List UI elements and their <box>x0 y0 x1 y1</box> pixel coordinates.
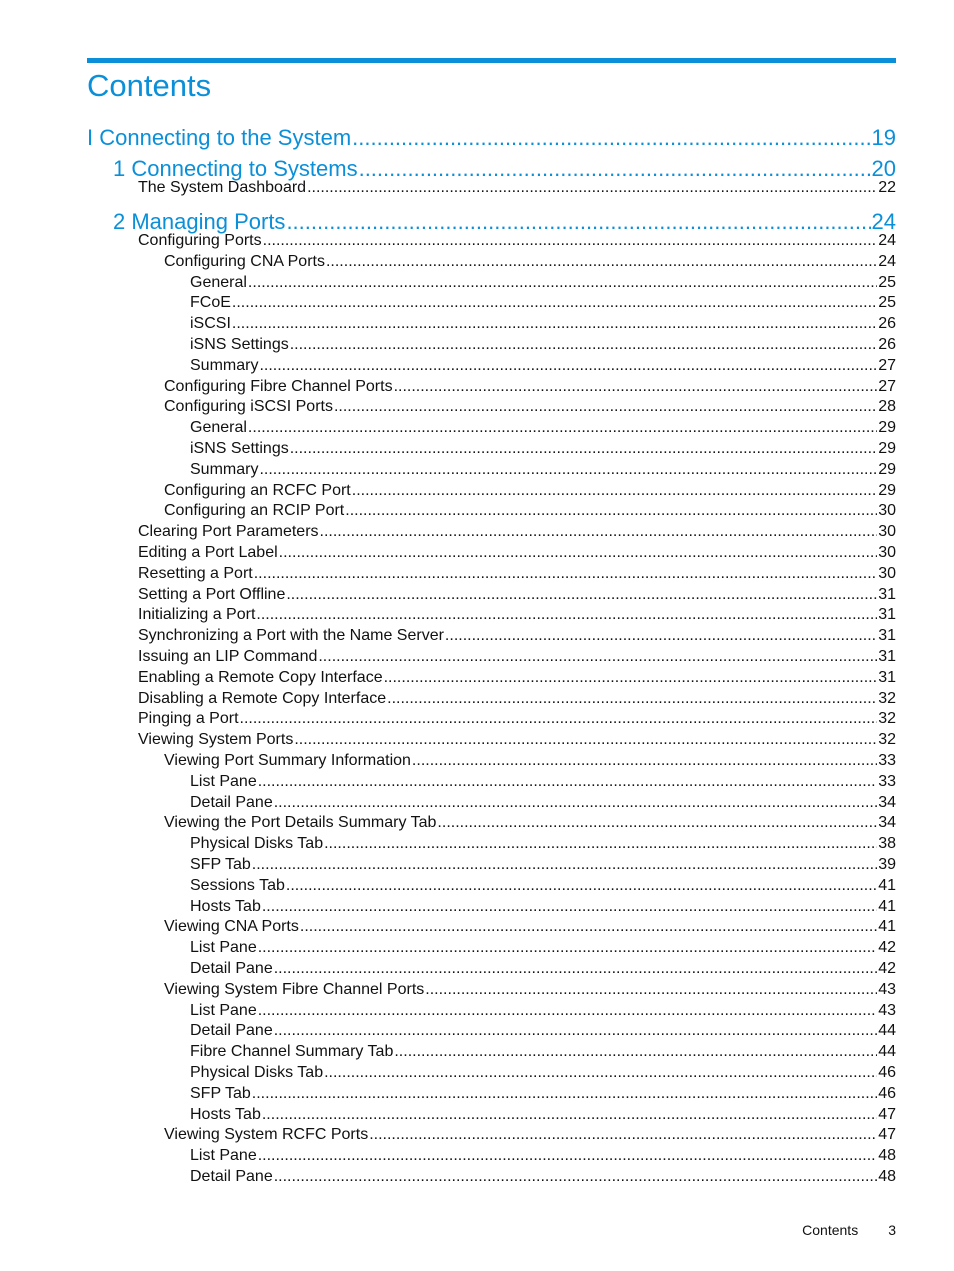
toc-entry[interactable] <box>164 751 896 771</box>
toc-entry-page: 27 <box>878 378 896 395</box>
toc-entry-page: 48 <box>878 1147 896 1164</box>
toc-entry-label: Physical Disks Tab <box>190 835 324 852</box>
toc-entry-label: Detail Pane <box>190 794 273 811</box>
toc-leader-dots <box>387 689 877 709</box>
toc-entry-label: Editing a Port Label <box>138 544 278 561</box>
toc-leader-dots <box>334 397 877 417</box>
toc-entry-label: Physical Disks Tab <box>190 1064 324 1081</box>
toc-entry-page: 26 <box>878 336 896 353</box>
toc-leader-dots <box>274 793 877 813</box>
toc-entry[interactable] <box>190 1021 896 1041</box>
toc-entry-label: Hosts Tab <box>190 898 261 915</box>
toc-leader-dots <box>318 647 877 667</box>
toc-entry-label: Viewing Port Summary Information <box>164 752 411 769</box>
toc-entry-page: 25 <box>878 294 896 311</box>
toc-entry[interactable] <box>164 377 896 397</box>
toc-leader-dots <box>263 231 878 251</box>
toc-entry-page: 20 <box>871 156 896 181</box>
toc-leader-dots <box>274 1167 877 1187</box>
toc-entry[interactable] <box>164 813 896 833</box>
toc-entry-page: 29 <box>878 419 896 436</box>
toc-entry-label: SFP Tab <box>190 856 251 873</box>
toc-entry-label: List Pane <box>190 773 257 790</box>
toc-leader-dots <box>324 1063 877 1083</box>
footer-label: Contents <box>802 1222 859 1238</box>
toc-leader-dots <box>262 1105 877 1125</box>
toc-entry-label: The System Dashboard <box>138 179 307 196</box>
toc-entry-label: Disabling a Remote Copy Interface <box>138 690 387 707</box>
toc-leader-dots <box>290 439 877 459</box>
toc-leader-dots <box>326 252 877 272</box>
toc-entry-page: 32 <box>878 690 896 707</box>
toc-entry-label: Viewing System RCFC Ports <box>164 1126 369 1143</box>
toc-entry-label: Viewing CNA Ports <box>164 918 299 935</box>
toc-entry-label: General <box>190 274 247 291</box>
toc-leader-dots <box>252 855 877 875</box>
toc-entry-label: I Connecting to the System <box>87 125 352 150</box>
toc-entry[interactable] <box>138 709 896 729</box>
toc-entry-page: 29 <box>878 461 896 478</box>
toc-entry[interactable] <box>138 605 896 625</box>
toc-entry-label: 1 Connecting to Systems <box>113 156 358 181</box>
toc-entry[interactable] <box>190 418 896 438</box>
toc-entry-page: 44 <box>878 1022 896 1039</box>
toc-entry-label: Detail Pane <box>190 960 273 977</box>
toc-entry[interactable] <box>164 980 896 1000</box>
toc-entry-page: 31 <box>878 627 896 644</box>
toc-entry-page: 43 <box>878 1002 896 1019</box>
toc-entry-page: 24 <box>871 209 896 234</box>
toc-entry[interactable] <box>164 1125 896 1145</box>
toc-entry[interactable] <box>138 178 896 198</box>
toc-leader-dots <box>274 1021 877 1041</box>
toc-entry[interactable] <box>138 626 896 646</box>
page-footer <box>802 1222 896 1238</box>
toc-leader-dots <box>240 709 878 729</box>
toc-entry[interactable] <box>190 1084 896 1104</box>
toc-entry-label: Viewing System Ports <box>138 731 294 748</box>
toc-entry-page: 30 <box>878 565 896 582</box>
toc-entry-page: 41 <box>878 918 896 935</box>
toc-entry-page: 42 <box>878 960 896 977</box>
toc-entry[interactable] <box>138 522 896 542</box>
toc-entry[interactable] <box>190 1105 896 1125</box>
toc-leader-dots <box>300 917 877 937</box>
toc-entry[interactable] <box>164 481 896 501</box>
toc-leader-dots <box>248 273 877 293</box>
toc-entry-page: 32 <box>878 710 896 727</box>
toc-leader-dots <box>286 876 877 896</box>
toc-entry-page: 25 <box>878 274 896 291</box>
toc-entry-label: Detail Pane <box>190 1022 273 1039</box>
toc-entry[interactable] <box>190 876 896 896</box>
toc-leader-dots <box>394 377 878 397</box>
toc-entry[interactable] <box>190 273 896 293</box>
toc-entry-label: Initializing a Port <box>138 606 256 623</box>
toc-entry-page: 46 <box>878 1085 896 1102</box>
toc-entry-page: 26 <box>878 315 896 332</box>
toc-leader-dots <box>262 897 877 917</box>
toc-leader-dots <box>394 1042 877 1062</box>
toc-entry[interactable] <box>190 356 896 376</box>
toc-entry[interactable] <box>190 897 896 917</box>
toc-entry-page: 22 <box>878 179 896 196</box>
toc-entry[interactable] <box>190 1042 896 1062</box>
toc-entry-label: Fibre Channel Summary Tab <box>190 1043 394 1060</box>
toc-leader-dots <box>412 751 877 771</box>
toc-entry-page: 32 <box>878 731 896 748</box>
toc-entry-page: 41 <box>878 898 896 915</box>
toc-entry[interactable] <box>164 501 896 521</box>
toc-entry-label: List Pane <box>190 939 257 956</box>
toc-leader-dots <box>274 959 877 979</box>
toc-entry-label: Pinging a Port <box>138 710 239 727</box>
toc-leader-dots <box>294 730 877 750</box>
toc-leader-dots <box>352 481 877 501</box>
toc-entry-label: Hosts Tab <box>190 1106 261 1123</box>
toc-entry-page: 19 <box>871 125 896 150</box>
toc-leader-dots <box>369 1125 877 1145</box>
toc-entry-label: Configuring Ports <box>138 232 262 249</box>
toc-entry-label: Configuring Fibre Channel Ports <box>164 378 393 395</box>
toc-leader-dots <box>445 626 877 646</box>
toc-leader-dots <box>345 501 877 521</box>
toc-entry[interactable] <box>190 1001 896 1021</box>
toc-entry[interactable] <box>164 397 896 417</box>
toc-leader-dots <box>425 980 877 1000</box>
toc-leader-dots <box>258 1001 877 1021</box>
toc-entry-label: Synchronizing a Port with the Name Server <box>138 627 444 644</box>
toc-entry-page: 27 <box>878 357 896 374</box>
toc-entry[interactable] <box>190 293 896 313</box>
toc-entry-page: 47 <box>878 1126 896 1143</box>
toc-entry[interactable] <box>190 439 896 459</box>
toc-entry-label: Enabling a Remote Copy Interface <box>138 669 383 686</box>
page-number: 3 <box>888 1222 896 1238</box>
toc-leader-dots <box>307 178 877 198</box>
toc-entry[interactable] <box>190 314 896 334</box>
toc-entry[interactable] <box>190 938 896 958</box>
toc-leader-dots <box>320 522 878 542</box>
toc-leader-dots <box>259 460 877 480</box>
toc-entry[interactable] <box>138 564 896 584</box>
toc-entry-page: 31 <box>878 586 896 603</box>
toc-entry-label: FCoE <box>190 294 231 311</box>
toc-entry-label: iSCSI <box>190 315 231 332</box>
toc-entry-label: Configuring an RCFC Port <box>164 482 351 499</box>
toc-entry-page: 29 <box>878 440 896 457</box>
toc-entry[interactable] <box>164 252 896 272</box>
toc-leader-dots <box>437 813 877 833</box>
toc-leader-dots <box>259 356 877 376</box>
toc-leader-dots <box>258 772 877 792</box>
toc-entry-page: 31 <box>878 669 896 686</box>
toc-entry[interactable] <box>190 855 896 875</box>
toc-entry-page: 30 <box>878 544 896 561</box>
toc-entry-page: 44 <box>878 1043 896 1060</box>
toc-entry-page: 31 <box>878 648 896 665</box>
toc-entry-page: 46 <box>878 1064 896 1081</box>
toc-leader-dots <box>232 293 877 313</box>
toc-entry[interactable] <box>190 1146 896 1166</box>
toc-leader-dots <box>256 605 877 625</box>
toc-entry[interactable] <box>138 689 896 709</box>
toc-entry-page: 24 <box>878 253 896 270</box>
toc-entry[interactable] <box>190 793 896 813</box>
toc-entry-label: Viewing System Fibre Channel Ports <box>164 981 425 998</box>
page-title: Contents <box>87 68 212 103</box>
toc-entry-label: iSNS Settings <box>190 336 289 353</box>
toc-leader-dots <box>252 1084 877 1104</box>
toc-entry-page: 29 <box>878 482 896 499</box>
toc-entry[interactable] <box>190 335 896 355</box>
toc-entry[interactable] <box>190 834 896 854</box>
toc-entry-page: 30 <box>878 502 896 519</box>
toc-entry-label: 2 Managing Ports <box>113 209 286 234</box>
toc-entry-page: 31 <box>878 606 896 623</box>
toc-entry[interactable] <box>87 124 896 152</box>
toc-entry-label: List Pane <box>190 1147 257 1164</box>
toc-leader-dots <box>279 543 878 563</box>
toc-entry-page: 28 <box>878 398 896 415</box>
toc-entry[interactable] <box>190 1063 896 1083</box>
toc-leader-dots <box>324 834 877 854</box>
toc-leader-dots <box>352 124 870 152</box>
toc-entry-page: 33 <box>878 773 896 790</box>
toc-leader-dots <box>254 564 877 584</box>
toc-entry-label: Summary <box>190 357 259 374</box>
toc-entry-label: Setting a Port Offline <box>138 586 286 603</box>
toc-entry[interactable] <box>190 1167 896 1187</box>
toc-entry[interactable] <box>138 668 896 688</box>
toc-entry-page: 34 <box>878 794 896 811</box>
toc-entry[interactable] <box>190 959 896 979</box>
toc-entry-page: 24 <box>878 232 896 249</box>
toc-leader-dots <box>258 938 877 958</box>
toc-entry-label: Viewing the Port Details Summary Tab <box>164 814 437 831</box>
toc-entry[interactable] <box>138 543 896 563</box>
toc-entry-label: Configuring CNA Ports <box>164 253 325 270</box>
toc-entry-page: 48 <box>878 1168 896 1185</box>
toc-entry-page: 38 <box>878 835 896 852</box>
toc-entry-label: Configuring iSCSI Ports <box>164 398 333 415</box>
toc-entry-label: List Pane <box>190 1002 257 1019</box>
toc-entry-page: 33 <box>878 752 896 769</box>
toc-entry[interactable] <box>164 917 896 937</box>
toc-entry[interactable] <box>138 647 896 667</box>
toc-entry-page: 30 <box>878 523 896 540</box>
toc-entry-page: 34 <box>878 814 896 831</box>
toc-entry-page: 39 <box>878 856 896 873</box>
toc-entry-label: Issuing an LIP Command <box>138 648 318 665</box>
toc-entry-label: Resetting a Port <box>138 565 253 582</box>
toc-entry-label: SFP Tab <box>190 1085 251 1102</box>
toc-entry-page: 42 <box>878 939 896 956</box>
toc-entry-label: Sessions Tab <box>190 877 285 894</box>
toc-entry-label: Detail Pane <box>190 1168 273 1185</box>
toc-entry[interactable] <box>138 585 896 605</box>
toc-leader-dots <box>258 1146 877 1166</box>
toc-entry-page: 41 <box>878 877 896 894</box>
toc-entry[interactable] <box>190 460 896 480</box>
toc-leader-dots <box>286 585 877 605</box>
toc-entry[interactable] <box>190 772 896 792</box>
toc-entry-label: Summary <box>190 461 259 478</box>
toc-entry-label: iSNS Settings <box>190 440 289 457</box>
toc-entry-label: General <box>190 419 247 436</box>
toc-entry-label: Configuring an RCIP Port <box>164 502 345 519</box>
toc-entry[interactable] <box>138 231 896 251</box>
toc-entry-page: 47 <box>878 1106 896 1123</box>
toc-entry-label: Clearing Port Parameters <box>138 523 319 540</box>
toc-leader-dots <box>248 418 877 438</box>
toc-leader-dots <box>384 668 878 688</box>
toc-leader-dots <box>232 314 877 334</box>
toc-entry-page: 43 <box>878 981 896 998</box>
toc-leader-dots <box>290 335 877 355</box>
toc-entry[interactable] <box>138 730 896 750</box>
